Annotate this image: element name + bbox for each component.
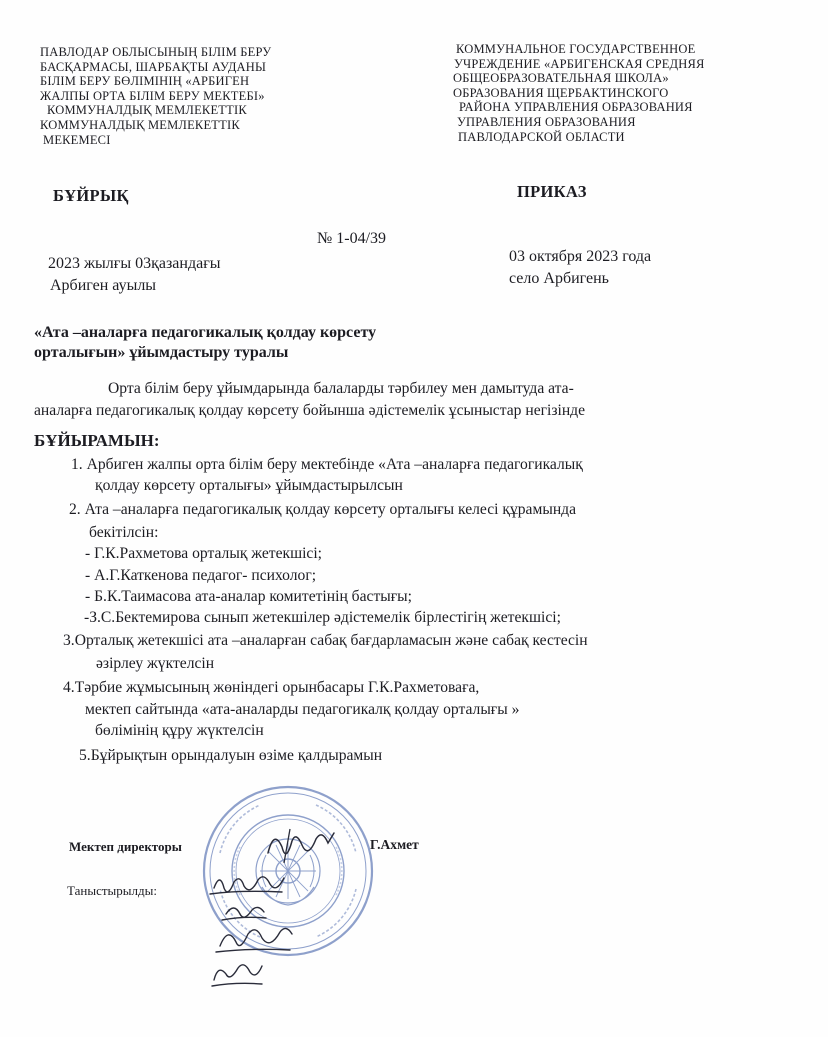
item-line: 3.Орталық жетекшісі ата –аналарған сабақ бағдарламасын және сабақ кестесін xyxy=(63,632,588,649)
header-right-line: УЧРЕЖДЕНИЕ «АРБИГЕНСКАЯ СРЕДНЯЯ xyxy=(454,56,705,71)
director-name: Г.Ахмет xyxy=(370,837,419,852)
item-line: мектеп сайтында «ата-аналарды педагогикалқ қолдау орталығы » xyxy=(85,701,520,718)
header-right-line: КОММУНАЛЬНОЕ ГОСУДАРСТВЕННОЕ xyxy=(456,42,696,56)
preamble-line: Орта білім беру ұйымдарында балаларды тәрбилеу мен дамытуда ата- xyxy=(108,380,574,397)
header-left-line: КОММУНАЛДЫҚ МЕМЛЕКЕТТІК xyxy=(47,103,247,118)
header-left-line: МЕКЕМЕСІ xyxy=(43,132,111,147)
member-line: - А.Г.Каткенова педагог- психолог; xyxy=(85,567,317,584)
header-right xyxy=(453,42,705,144)
header-left xyxy=(40,45,271,147)
item-line: 2. Ата –аналарға педагогикалық қолдау көрсету орталығы келесі құрамында xyxy=(69,501,577,518)
header-right-line: УПРАВЛЕНИЯ ОБРАЗОВАНИЯ xyxy=(457,114,636,129)
item-line: бекітілсін: xyxy=(89,524,159,541)
item-line: қолдау көрсету орталығы» ұйымдастырылсын xyxy=(95,477,403,494)
header-left-line: ЖАЛПЫ ОРТА БІЛІМ БЕРУ МЕКТЕБІ» xyxy=(40,88,265,103)
member-line: -З.С.Бектемирова сынып жетекшілер әдістемелік бірлестігің жетекшісі; xyxy=(84,609,561,626)
command-word: БҰЙЫРАМЫН: xyxy=(34,431,160,450)
header-right-line: ПАВЛОДАРСКОЙ ОБЛАСТИ xyxy=(458,129,625,144)
order-place-ru: село Арбигень xyxy=(509,270,609,287)
item-line: 5.Бұйрықтын орындалуын өзіме қалдырамын xyxy=(79,747,383,764)
order-title-kz: БҰЙРЫҚ xyxy=(53,186,129,205)
header-left-line: ПАВЛОДАР ОБЛЫСЫНЫҢ БІЛІМ БЕРУ xyxy=(40,45,272,59)
order-date-kz: 2023 жылғы 03қазандағы xyxy=(48,255,221,272)
item-line: әзірлеу жүктелсін xyxy=(96,655,215,672)
acquainted-label: Таныстырылды: xyxy=(67,883,157,898)
director-signature xyxy=(262,823,342,873)
handwritten-signatures xyxy=(200,868,310,998)
item-line: бөлімінің құру жүктелсін xyxy=(95,722,264,739)
item-line: 4.Тәрбие жұмысының жөніндегі орынбасары Г.К.Рахметоваға, xyxy=(63,679,480,696)
order-title-ru: ПРИКАЗ xyxy=(517,182,587,201)
header-right-line: ОБРАЗОВАНИЯ ЩЕРБАКТИНСКОГО xyxy=(453,85,669,100)
item-line: 1. Арбиген жалпы орта білім беру мектебінде «Ата –аналарға педагогикалық xyxy=(71,456,583,473)
subject-line: «Ата –аналарға педагогикалық қолдау көрсету xyxy=(34,324,377,341)
header-left-line: КОММУНАЛДЫҚ МЕМЛЕКЕТТІК xyxy=(40,117,240,132)
order-place-kz: Арбиген ауылы xyxy=(50,277,157,294)
subject-line: орталығын» ұйымдастыру туралы xyxy=(34,344,289,361)
header-right-line: ОБЩЕОБРАЗОВАТЕЛЬНАЯ ШКОЛА» xyxy=(453,71,669,86)
director-label: Мектеп директоры xyxy=(69,839,182,854)
header-left-line: БАСҚАРМАСЫ, ШАРБАҚТЫ АУДАНЫ xyxy=(40,59,267,74)
preamble-line: аналарға педагогикалық қолдау көрсету бойынша әдістемелік ұсыныстар негізінде xyxy=(34,402,586,419)
header-left-line: БІЛІМ БЕРУ БӨЛІМІНІҢ «АРБИГЕН xyxy=(40,74,250,89)
member-line: - Б.К.Таимасова ата-аналар комитетінің бастығы; xyxy=(85,588,412,605)
order-date-ru: 03 октября 2023 года xyxy=(509,248,652,265)
order-number: № 1-04/39 xyxy=(317,230,387,247)
member-line: - Г.К.Рахметова орталық жетекшісі; xyxy=(85,545,323,562)
header-right-line: РАЙОНА УПРАВЛЕНИЯ ОБРАЗОВАНИЯ xyxy=(459,100,693,115)
